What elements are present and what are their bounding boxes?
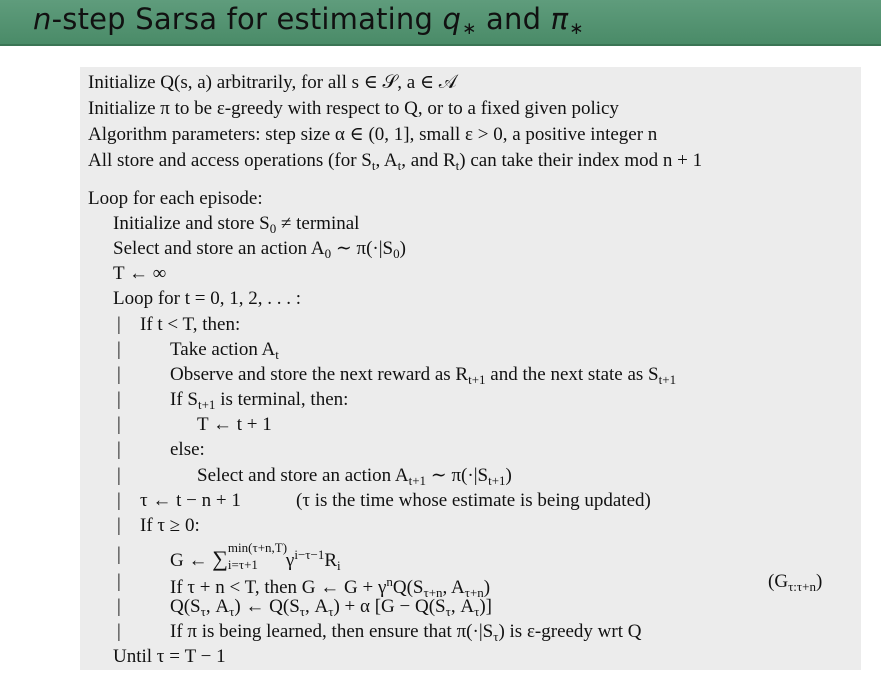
algo-line-t-assign: T ← t + 1	[197, 414, 272, 435]
algo-line-if-terminal: If $S_{t+1}$ is terminal, then:	[170, 389, 349, 412]
algo-line-store-ops: All store and access operations (for $S_t$, $A_t$, and $R_t$) can take their index mod n + 1	[88, 150, 703, 173]
algo-line-select-next: Select and store an action $A_{t+1}$ ∼ $\pi(\cdot|S_{t+1})$	[197, 465, 512, 488]
loop-bar: |	[117, 515, 121, 536]
equation-tag: $(G_{\tau:\tau+n})$	[768, 571, 823, 594]
algo-line-init-q: Initialize Q(s, a) arbitrarily, for all s ∈ 𝒮, a ∈ 𝒜	[88, 72, 457, 93]
algo-line-tau: τ ← t − n + 1	[140, 490, 241, 511]
algo-line-if-tau: If τ ≥ 0:	[140, 515, 200, 536]
loop-bar: |	[117, 544, 121, 565]
algo-line-q-update: $Q(S_\tau$, $A_\tau$) ← $Q(S_\tau$, $A_\tau) + \alpha$ [$G - Q(S_\tau$, $A_\tau$)]	[170, 596, 492, 619]
loop-bar: |	[117, 571, 121, 592]
loop-bar: |	[117, 389, 121, 410]
algo-line-loop-t: Loop for t = 0, 1, 2, . . . :	[113, 288, 302, 309]
algo-line-bootstrap: If τ + n < T, then G ← $G + \gamma^nQ(S_{\tau+n}$, $A_{\tau+n}$)	[170, 574, 491, 600]
algo-line-tau-comment: (τ is the time whose estimate is being updated)	[296, 490, 651, 511]
algo-line-take-action: Take action $A_t$	[170, 339, 279, 362]
algo-line-params: Algorithm parameters: step size α ∈ (0, 1], small ε > 0, a positive integer n	[88, 124, 658, 145]
loop-bar: |	[117, 490, 121, 511]
loop-bar: |	[117, 364, 121, 385]
loop-bar: |	[117, 596, 121, 617]
loop-bar: |	[117, 314, 121, 335]
algo-line-select-a0: Select and store an action $A_0$ ∼ $\pi(\cdot|S_0)$	[113, 238, 406, 261]
algo-line-else: else:	[170, 439, 205, 460]
algo-line-loop-episode: Loop for each episode:	[88, 188, 263, 209]
algo-line-t-inf: T ← ∞	[113, 263, 167, 284]
algo-line-init-pi: Initialize π to be ε-greedy with respect to Q, or to a fixed given policy	[88, 98, 619, 119]
algo-line-if-t: If t < T, then:	[140, 314, 241, 335]
algo-line-init-s0: Initialize and store $S_0$ ≠ terminal	[113, 213, 360, 236]
algo-line-return-sum: G ← ∑ min(τ+n,T) i=τ+1 $\gamma^{i-\tau-1}R_i$	[170, 540, 341, 573]
loop-bar: |	[117, 339, 121, 360]
loop-bar: |	[117, 621, 121, 642]
loop-bar: |	[117, 465, 121, 486]
slide-title: n-step Sarsa for estimating $q_∗$ and $\pi_∗$	[33, 2, 584, 39]
algo-line-policy-update: If π is being learned, then ensure that $\pi(\cdot|S_\tau)$ is ε-greedy wrt Q	[170, 621, 642, 644]
algo-line-until: Until τ = T − 1	[113, 646, 226, 667]
loop-bar: |	[117, 439, 121, 460]
algo-line-observe: Observe and store the next reward as $R_{t+1}$ and the next state as $S_{t+1}$	[170, 364, 677, 387]
loop-bar: |	[117, 414, 121, 435]
slide-title-bar	[0, 0, 881, 46]
